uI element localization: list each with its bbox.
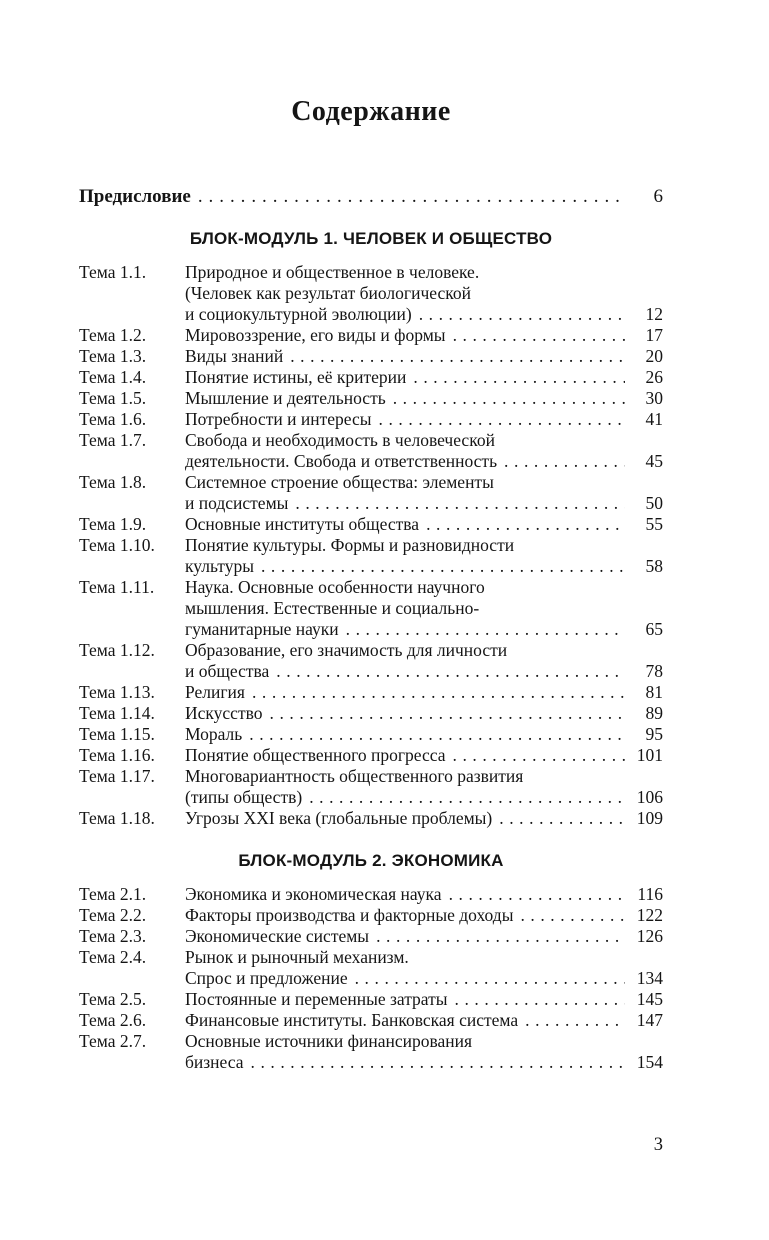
preface-page-number: 6 [653, 186, 663, 207]
toc-entry-body [185, 1010, 663, 1031]
toc-entry-text: (типы обществ) [185, 787, 303, 807]
dot-leader [413, 367, 625, 388]
toc-entry-page-number: 17 [645, 325, 663, 345]
toc-entry [79, 682, 663, 703]
toc-section [79, 850, 663, 1073]
toc-entry-line [185, 1052, 663, 1073]
toc-entry-body [185, 346, 663, 367]
toc-entry-label: Тема 1.10. [79, 535, 155, 555]
toc-entry-page-number: 101 [636, 745, 663, 765]
toc-entry-line [185, 388, 663, 409]
toc-entry-page-number: 116 [637, 884, 663, 904]
toc-entry-page-number: 109 [636, 808, 663, 828]
toc-entry-body [185, 472, 663, 514]
dot-leader [251, 1052, 626, 1073]
toc-entry-page-number: 45 [645, 451, 663, 471]
dot-leader [426, 514, 625, 535]
dot-leader [355, 968, 625, 989]
toc-entry-body [185, 724, 663, 745]
toc-entry-page-number: 41 [645, 409, 663, 429]
toc-entry-text: Угрозы XXI века (глобальные проблемы) [185, 808, 493, 828]
toc-entry [79, 367, 663, 388]
toc-entry-body [185, 745, 663, 766]
toc-entry-text: и социокультурной эволюции) [185, 304, 412, 324]
toc-entry-text: Понятие общественного прогресса [185, 745, 446, 765]
toc-entry-body [185, 808, 663, 829]
toc-entry-line [185, 409, 663, 430]
toc-entry-label: Тема 1.11. [79, 577, 155, 597]
toc-entry-page-number: 134 [636, 968, 663, 988]
dot-leader [290, 346, 625, 367]
toc-entry [79, 1031, 663, 1073]
toc-entry-line [185, 493, 663, 514]
toc-entry-label: Тема 1.8. [79, 472, 147, 492]
toc-entry-text: Мораль [185, 724, 243, 744]
toc-entry-body [185, 367, 663, 388]
toc-entry-line [185, 661, 663, 682]
toc-entry [79, 535, 663, 577]
toc-entry-line [185, 905, 663, 926]
toc-entry [79, 1010, 663, 1031]
toc-entry-page-number: 58 [645, 556, 663, 576]
toc-entry-text: деятельности. Свобода и ответственность [185, 451, 498, 471]
toc-entry-text: Финансовые институты. Банковская система [185, 1010, 519, 1030]
toc-entry-label: Тема 1.16. [79, 745, 155, 765]
toc-entry-body [185, 430, 663, 472]
toc-entry-page-number: 147 [636, 1010, 663, 1030]
toc-entry-line [185, 968, 663, 989]
dot-leader [198, 186, 625, 207]
toc-entry-label: Тема 2.7. [79, 1031, 147, 1051]
toc-entry [79, 947, 663, 989]
toc-entry-line [185, 787, 663, 808]
toc-entry-line [185, 514, 663, 535]
toc-entry-body [185, 640, 663, 682]
toc-entry-page-number: 78 [645, 661, 663, 681]
section-heading: БЛОК-МОДУЛЬ 1. ЧЕЛОВЕК И ОБЩЕСТВО [189, 229, 553, 248]
toc-entry-line [185, 325, 663, 346]
toc-entry-label: Тема 2.1. [79, 884, 147, 904]
toc-entry-line [185, 451, 663, 472]
toc-entry-text: Основные институты общества [185, 514, 420, 534]
toc-entry-label: Тема 2.3. [79, 926, 147, 946]
toc-entry-line [185, 745, 663, 766]
toc-entry-line: Основные источники финансирования [185, 1031, 473, 1051]
toc-entry-line: мышления. Естественные и социально- [185, 598, 480, 618]
toc-entry-body [185, 388, 663, 409]
dot-leader [376, 926, 625, 947]
toc-entry-line [185, 682, 663, 703]
toc-entry [79, 640, 663, 682]
dot-leader [346, 619, 625, 640]
toc-entry [79, 409, 663, 430]
toc-entry-label: Тема 2.6. [79, 1010, 147, 1030]
section-heading: БЛОК-МОДУЛЬ 2. ЭКОНОМИКА [238, 851, 504, 870]
toc-entry-line: Системное строение общества: элементы [185, 472, 494, 492]
toc-entry-line: Наука. Основные особенности научного [185, 577, 485, 597]
toc-entry-body [185, 766, 663, 808]
toc-entry-page-number: 20 [645, 346, 663, 366]
toc-entry-page-number: 55 [645, 514, 663, 534]
toc-entry [79, 745, 663, 766]
toc-entry-body [185, 409, 663, 430]
toc-entry-label: Тема 1.13. [79, 682, 155, 702]
toc-entry [79, 388, 663, 409]
toc-entry-text: Виды знаний [185, 346, 284, 366]
dot-leader [393, 388, 625, 409]
toc-entry [79, 325, 663, 346]
toc-sections [79, 228, 663, 1073]
toc-entry-page-number: 154 [636, 1052, 663, 1072]
toc-entry-text: и общества [185, 661, 270, 681]
toc-entry [79, 808, 663, 829]
dot-leader [270, 703, 626, 724]
toc-entry-page-number: 65 [645, 619, 663, 639]
toc-entry-text: Религия [185, 682, 245, 702]
toc-entry-label: Тема 1.9. [79, 514, 147, 534]
toc-entry-page-number: 89 [645, 703, 663, 723]
toc-entry-body [185, 1031, 663, 1073]
toc-entry-text: Спрос и предложение [185, 968, 348, 988]
toc-entry-label: Тема 1.3. [79, 346, 147, 366]
toc-entry-page-number: 145 [636, 989, 663, 1009]
dot-leader [525, 1010, 625, 1031]
toc-entry-line: (Человек как результат биологической [185, 283, 471, 303]
toc-entry-page-number: 106 [636, 787, 663, 807]
toc-entry-text: Понятие истины, её критерии [185, 367, 407, 387]
toc-entry-text: бизнеса [185, 1052, 244, 1072]
toc-entry [79, 346, 663, 367]
toc-entry-page-number: 122 [636, 905, 663, 925]
toc-entry-label: Тема 1.12. [79, 640, 155, 660]
toc-entry-body [185, 989, 663, 1010]
toc-entry-line: Понятие культуры. Формы и разновидности [185, 535, 515, 555]
dot-leader [309, 787, 625, 808]
toc-entry-label: Тема 1.6. [79, 409, 147, 429]
toc-entry [79, 905, 663, 926]
toc-entry-page-number: 95 [645, 724, 663, 744]
toc-entry-page-number: 30 [645, 388, 663, 408]
toc-entry-body [185, 577, 663, 640]
toc-entry-line [185, 989, 663, 1010]
toc-entry-text: Потребности и интересы [185, 409, 372, 429]
toc-entry [79, 472, 663, 514]
toc-entry-line: Образование, его значимость для личности [185, 640, 508, 660]
toc-entry [79, 577, 663, 640]
toc-entry-line [185, 808, 663, 829]
toc-entry-label: Тема 1.1. [79, 262, 147, 282]
toc-entry-body [185, 325, 663, 346]
dot-leader [419, 304, 625, 325]
toc-entry-page-number: 126 [636, 926, 663, 946]
toc-entry-text: Мировоззрение, его виды и формы [185, 325, 446, 345]
toc-entry-body [185, 682, 663, 703]
toc-entry-text: и подсистемы [185, 493, 289, 513]
dot-leader [249, 724, 625, 745]
toc-entry-label: Тема 1.17. [79, 766, 155, 786]
toc-entry [79, 514, 663, 535]
toc-entry-label: Тема 1.5. [79, 388, 147, 408]
toc-entry-label: Тема 1.4. [79, 367, 147, 387]
toc-entry [79, 926, 663, 947]
toc-entry-line: Рынок и рыночный механизм. [185, 947, 409, 967]
dot-leader [499, 808, 625, 829]
toc-entry-line: Свобода и необходимость в человеческой [185, 430, 495, 450]
dot-leader [276, 661, 625, 682]
toc-entry [79, 430, 663, 472]
toc-entry-text: гуманитарные науки [185, 619, 339, 639]
toc-section [79, 228, 663, 829]
toc-entry-line: Природное и общественное в человеке. [185, 262, 480, 282]
toc-entry-body [185, 926, 663, 947]
page-title: Содержание [291, 96, 451, 127]
dot-leader [379, 409, 625, 430]
toc-entry-line [185, 703, 663, 724]
dot-leader [261, 556, 625, 577]
toc-entry-body [185, 514, 663, 535]
toc-entry [79, 989, 663, 1010]
toc-entry-text: Экономика и экономическая наука [185, 884, 442, 904]
toc-entry-body [185, 884, 663, 905]
toc-entry-text: Мышление и деятельность [185, 388, 386, 408]
dot-leader [455, 989, 625, 1010]
dot-leader [449, 884, 625, 905]
folio-page-number: 3 [653, 1135, 663, 1155]
toc-entry-body [185, 703, 663, 724]
toc-entry-text: культуры [185, 556, 254, 576]
dot-leader [504, 451, 625, 472]
toc-entry-body [185, 535, 663, 577]
toc-entry-line [185, 724, 663, 745]
toc-entry-text: Постоянные и переменные затраты [185, 989, 448, 1009]
dot-leader [520, 905, 625, 926]
toc-entry-line [185, 556, 663, 577]
toc-entry-page-number: 50 [645, 493, 663, 513]
dot-leader [453, 745, 626, 766]
toc-entry [79, 703, 663, 724]
toc-entry-label: Тема 1.14. [79, 703, 155, 723]
toc-entry-text: Искусство [185, 703, 263, 723]
toc-entry-label: Тема 1.15. [79, 724, 155, 744]
toc-entry-label: Тема 1.18. [79, 808, 155, 828]
toc-entry-line [185, 884, 663, 905]
toc-entry-text: Экономические системы [185, 926, 370, 946]
dot-leader [295, 493, 625, 514]
toc-entry-line [185, 619, 663, 640]
dot-leader [453, 325, 625, 346]
toc-entry-preface [79, 186, 663, 207]
toc-entry-label: Тема 2.2. [79, 905, 147, 925]
toc-entry-body [185, 262, 663, 325]
toc-entry-text: Факторы производства и факторные доходы [185, 905, 514, 925]
toc-entry-line [185, 367, 663, 388]
toc-entry-line [185, 304, 663, 325]
toc-entry-line [185, 1010, 663, 1031]
toc-entry [79, 766, 663, 808]
table-of-contents [79, 186, 663, 1073]
toc-entry [79, 884, 663, 905]
toc-entry-label: Тема 1.7. [79, 430, 147, 450]
toc-entry-page-number: 12 [645, 304, 663, 324]
toc-entry-label: Тема 2.4. [79, 947, 147, 967]
toc-entry-page-number: 81 [645, 682, 663, 702]
toc-entry-label: Тема 2.5. [79, 989, 147, 1009]
preface-label: Предисловие [79, 186, 191, 207]
toc-entry-line: Многовариантность общественного развития [185, 766, 524, 786]
toc-entry-page-number: 26 [645, 367, 663, 387]
dot-leader [252, 682, 625, 703]
toc-entry-body [185, 905, 663, 926]
toc-entry [79, 262, 663, 325]
toc-entry-label: Тема 1.2. [79, 325, 147, 345]
toc-entry-line [185, 926, 663, 947]
toc-entry-line [185, 346, 663, 367]
toc-entry [79, 724, 663, 745]
toc-entry-body [185, 947, 663, 989]
